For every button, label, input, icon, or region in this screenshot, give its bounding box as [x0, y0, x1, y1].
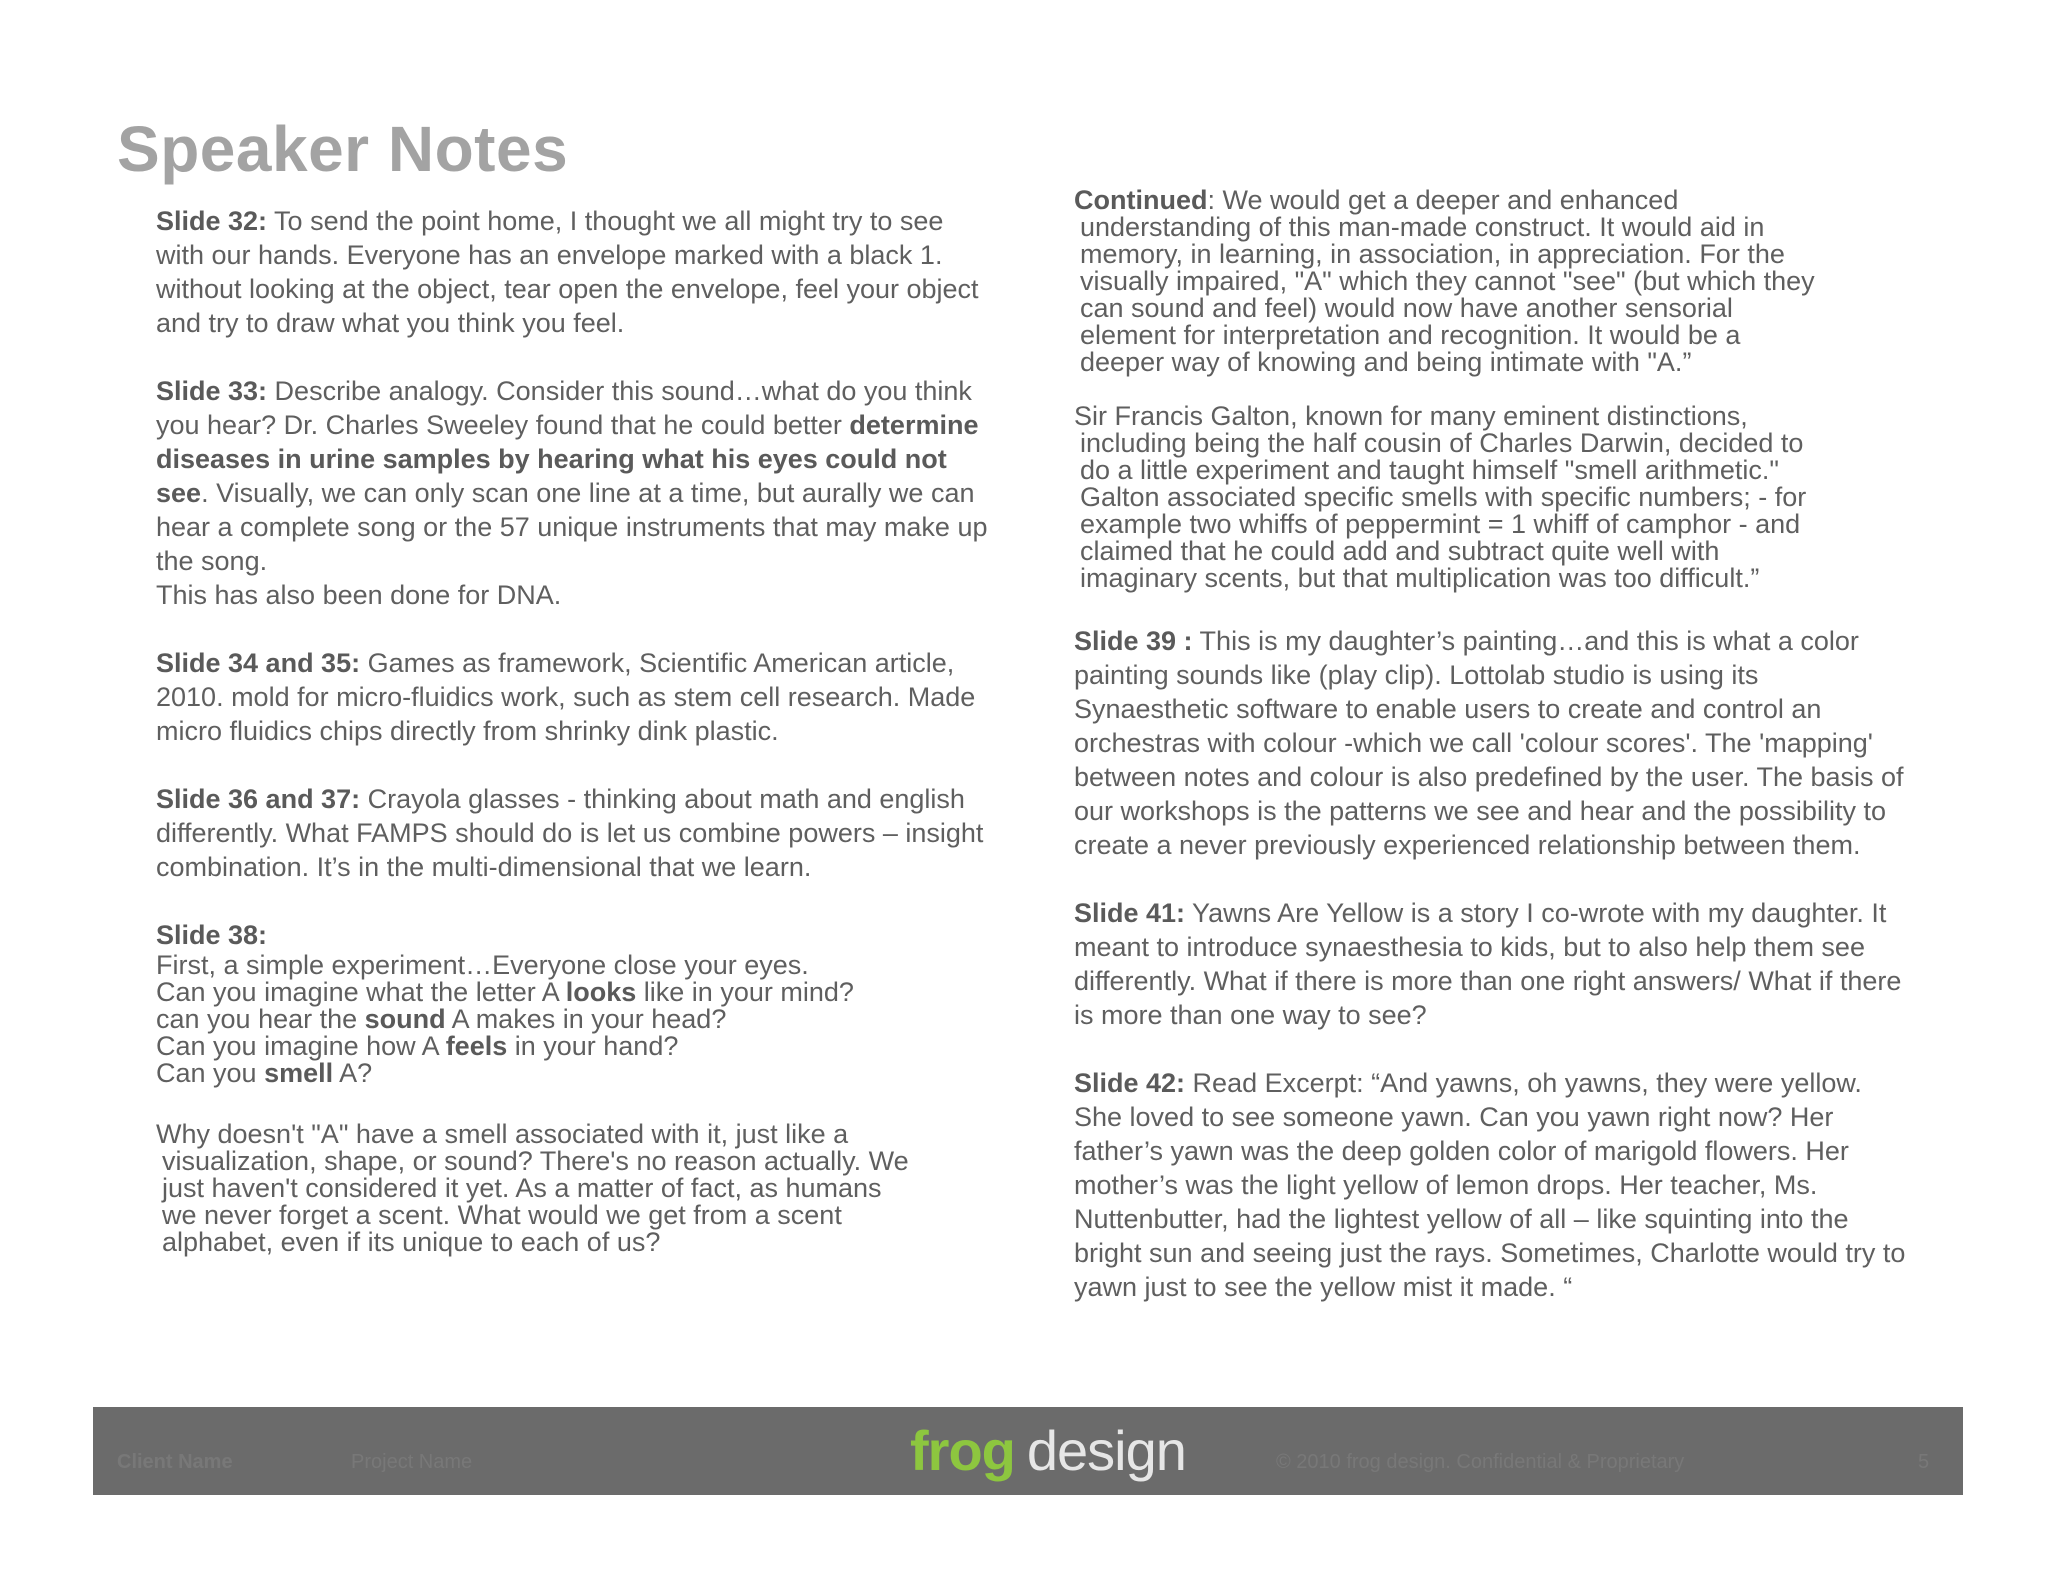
note-line: we never forget a scent. What would we get from a scent: [162, 1200, 842, 1230]
left-column: [156, 204, 996, 1256]
note-emphasis: sound: [364, 1004, 446, 1034]
note-text: Yawns Are Yellow is a story I co-wrote with my daughter. It meant to introduce synaesthesia to kids, but to also help them see differently. What if there is more than one right answers/ What if there is more than one way to see?: [1074, 898, 1902, 1030]
note-text: Read Excerpt: “And yawns, oh yawns, they were yellow. She loved to see someone yawn. Can you yawn right now? Her father’s yawn was the deep golden color of marigold flowers. Her mother’s was the light yellow of lemon drops. Her teacher, Ms. Nuttenbutter, had the lightest yellow of all – like squinting into the bright sun and seeing just the rays. Sometimes, Charlotte would try to yawn just to see the yellow mist it made. “: [1074, 1068, 1906, 1302]
footer-client-name: Client Name: [117, 1451, 233, 1473]
note-slide-39: [1074, 624, 1914, 862]
note-line: imaginary scents, but that multiplication was too difficult.”: [1080, 563, 1760, 593]
note-text: This is my daughter’s painting…and this is what a color painting sounds like (play clip). Lottolab studio is using its Synaesthetic software to enable users to create and control an orchestras with colour -which we call 'colour scores'. The 'mapping' between notes and colour is also predefined by the user. The basis of our workshops is the patterns we see and hear and the possibility to create a never previously experienced relationship between them.: [1074, 626, 1904, 860]
note-label: Slide 38:: [156, 920, 268, 950]
note-slide-32: [156, 204, 996, 340]
note-emphasis: feels: [445, 1031, 508, 1061]
note-line: First, a simple experiment…Everyone close your eyes.: [156, 950, 809, 980]
note-label: Slide 34 and 35:: [156, 648, 361, 678]
note-line: just haven't considered it yet. As a matter of fact, as humans: [162, 1173, 882, 1203]
note-label: Slide 32:: [156, 206, 268, 236]
note-smell-question: [156, 1121, 996, 1256]
note-line: Why doesn't "A" have a smell associated with it, just like a: [156, 1119, 849, 1149]
note-line: alphabet, even if its unique to each of us?: [162, 1227, 661, 1257]
note-emphasis: looks: [565, 977, 637, 1007]
note-slide-42: [1074, 1066, 1914, 1304]
note-slide-36-37: [156, 782, 996, 884]
note-line: do a little experiment and taught himself "smell arithmetic.": [1080, 455, 1779, 485]
note-slide-38-label: [156, 918, 996, 952]
note-slide-33: [156, 374, 996, 578]
note-line: deeper way of knowing and being intimate with "A.”: [1080, 347, 1692, 377]
note-label: Slide 36 and 37:: [156, 784, 361, 814]
page-title: Speaker Notes: [117, 113, 569, 185]
note-line: Sir Francis Galton, known for many eminent distinctions,: [1074, 401, 1748, 431]
note-line: visually impaired, "A" which they cannot "see" (but which they: [1080, 266, 1815, 296]
note-slide-38: [156, 952, 996, 1087]
note-galton: [1074, 403, 1914, 592]
note-line: claimed that he could add and subtract quite well with: [1080, 536, 1720, 566]
note-text: Games as framework, Scientific American article, 2010. mold for micro-fluidics work, such as stem cell research. Made micro fluidics chips directly from shrinky dink plastic.: [156, 648, 976, 746]
note-line: Continued: We would get a deeper and enhanced: [1074, 185, 1679, 215]
note-emphasis: determine diseases in urine samples by hearing what his eyes could not see: [156, 410, 979, 508]
note-text: Describe analogy. Consider this sound…what do you think you hear? Dr. Charles Sweeley found that he could better: [156, 376, 972, 440]
note-continued: [1074, 187, 1914, 376]
note-line: can sound and feel) would now have another sensorial: [1080, 293, 1733, 323]
note-slide-41: [1074, 896, 1914, 1032]
note-label: Slide 42:: [1074, 1068, 1186, 1098]
note-label: Slide 41:: [1074, 898, 1186, 928]
footer-bar: [93, 1407, 1963, 1495]
note-line: Can you smell A?: [156, 1058, 373, 1088]
frog-design-logo: [910, 1421, 1186, 1481]
note-line: Can you imagine what the letter A looks like in your mind?: [156, 977, 854, 1007]
note-slide-34-35: [156, 646, 996, 748]
note-text: To send the point home, I thought we all might try to see with our hands. Everyone has an envelope marked with a black 1. without looking at the object, tear open the envelope, feel your object and try to draw what you think you feel.: [156, 206, 979, 338]
logo-design-text: design: [1026, 1419, 1186, 1482]
note-emphasis: smell: [264, 1058, 334, 1088]
footer-project-name: Project Name: [351, 1451, 473, 1473]
note-text: . Visually, we can only scan one line at a time, but aurally we can hear a complete song or the 57 unique instruments that may make up the song.: [156, 478, 988, 576]
note-line: including being the half cousin of Charles Darwin, decided to: [1080, 428, 1804, 458]
note-text: Crayola glasses - thinking about math and english differently. What FAMPS should do is let us combine powers – insight combination. It’s in the multi-dimensional that we learn.: [156, 784, 984, 882]
right-column: [1074, 187, 1914, 1304]
note-dna: This has also been done for DNA.: [156, 580, 562, 610]
logo-frog-text: frog: [910, 1419, 1015, 1482]
note-line: memory, in learning, in association, in appreciation. For the: [1080, 239, 1785, 269]
note-line: understanding of this man-made construct. It would aid in: [1080, 212, 1765, 242]
note-line: Galton associated specific smells with specific numbers; - for: [1080, 482, 1807, 512]
note-label: Slide 33:: [156, 376, 268, 406]
note-line: Can you imagine how A feels in your hand?: [156, 1031, 679, 1061]
footer-copyright: © 2010 frog design. Confidential & Proprietary: [1276, 1451, 1685, 1473]
note-line: can you hear the sound A makes in your head?: [156, 1004, 727, 1034]
note-label: Continued: [1074, 185, 1208, 215]
note-line: element for interpretation and recognition. It would be a: [1080, 320, 1741, 350]
page-number: 5: [1918, 1451, 1930, 1473]
note-line: visualization, shape, or sound? There's no reason actually. We: [162, 1146, 909, 1176]
note-label: Slide 39 :: [1074, 626, 1193, 656]
note-line: example two whiffs of peppermint = 1 whiff of camphor - and: [1080, 509, 1801, 539]
